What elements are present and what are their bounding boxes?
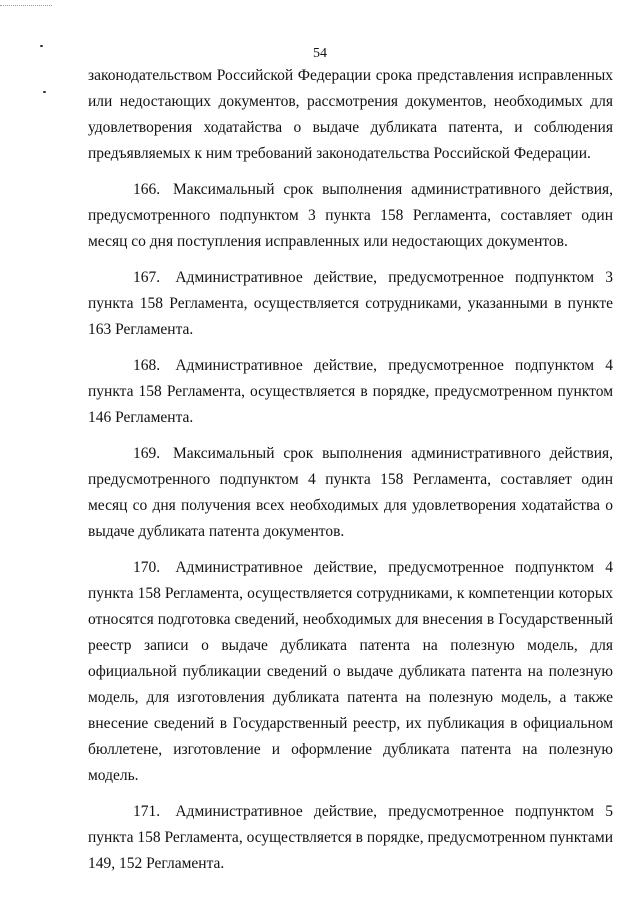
scan-speck	[43, 91, 46, 93]
paragraph-text: законодательством Российской Федерации срока представления исправленных или недостающих документов, рассмотрения документов, необходимых для удовлетворения ходатайства о выдаче дубликата патента, и соблюдения предъявляемых к ним требований законодательства Российской Федерации.	[88, 67, 613, 162]
paragraph-number: 171.	[133, 803, 161, 820]
paragraph-number: 170.	[133, 559, 161, 576]
paragraph-number: 169.	[133, 445, 161, 462]
paragraph-171	[88, 799, 613, 877]
paragraph-169	[88, 441, 613, 545]
paragraph-166	[88, 177, 613, 255]
paragraph-168	[88, 353, 613, 431]
document-body	[88, 63, 613, 887]
paragraph-text: Административное действие, предусмотренное подпунктом 4 пункта 158 Регламента, осуществляется сотрудниками, к компетенции которых относятся подготовка сведений, необходимых для внесения в Государственный реестр записи о выдаче дубликата патента на полезную модель, для официальной публикации сведений о выдаче дубликата патента на полезную модель, для изготовления дубликата патента на полезную модель, а также внесение сведений в Государственный реестр, их публикация в официальном бюллетене, изготовление и оформление дубликата патента на полезную модель.	[88, 559, 613, 784]
paragraph-167	[88, 265, 613, 343]
paragraph-text: Максимальный срок выполнения административного действия, предусмотренного подпунктом 4 пункта 158 Регламента, составляет один месяц со дня получения всех необходимых для удовлетворения ходатайства о выдаче дубликата патента документов.	[88, 445, 614, 540]
paragraph-number: 168.	[133, 357, 161, 374]
paragraph-text: Административное действие, предусмотренное подпунктом 5 пункта 158 Регламента, осуществляется в порядке, предусмотренном пунктами 149, 152 Регламента.	[88, 803, 613, 872]
paragraph-text: Административное действие, предусмотренное подпунктом 4 пункта 158 Регламента, осуществляется в порядке, предусмотренном пунктом 146 Регламента.	[88, 357, 613, 426]
scan-corner-mark	[0, 0, 52, 6]
paragraph-number: 166.	[133, 181, 161, 198]
page-number: 54	[313, 46, 327, 61]
paragraph-number: 167.	[133, 269, 161, 286]
paragraph-text: Административное действие, предусмотренное подпунктом 3 пункта 158 Регламента, осуществляется сотрудниками, указанными в пункте 163 Регламента.	[88, 269, 613, 338]
paragraph-170	[88, 555, 613, 789]
paragraph-text: Максимальный срок выполнения административного действия, предусмотренного подпунктом 3 пункта 158 Регламента, составляет один месяц со дня поступления исправленных или недостающих документов.	[88, 181, 614, 250]
paragraph-continuation	[88, 63, 613, 167]
